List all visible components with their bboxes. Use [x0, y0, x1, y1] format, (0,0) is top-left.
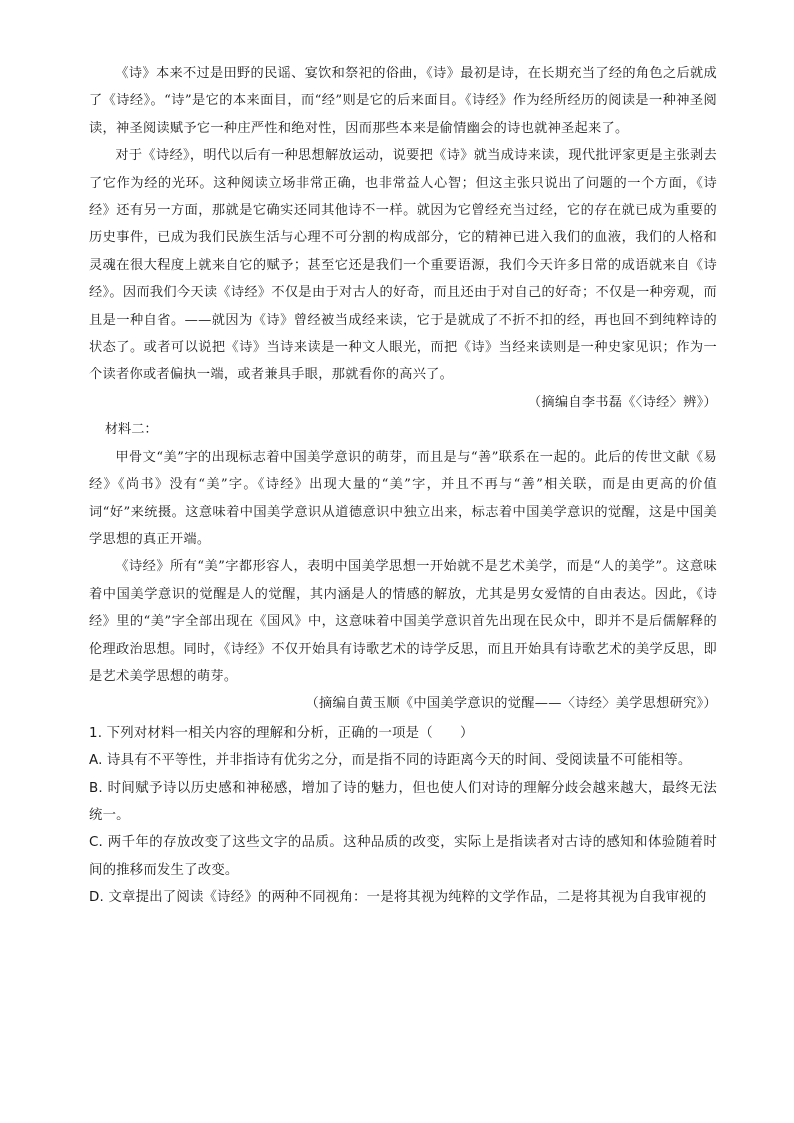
material2-paragraph-2: 《诗经》所有“美”字都形容人，表明中国美学思想一开始就不是艺术美学，而是“人的美学”。这意味着中国美学意识的觉醒是人的觉醒，其内涵是人的情感的解放，尤其是男女爱情的自由表达。因此，《诗经》里的“美”字全部出现在《国风》中，这意味着中国美学意识首先出现在民众中，即并不是后儒解释的伦理政治思想。同时，《诗经》不仅开始具有诗歌艺术的诗学反思，而且开始具有诗歌艺术的美学反思，即是艺术美学思想的萌芽。: [89, 559, 717, 684]
material2-source: （摘编自黄玉顺《中国美学意识的觉醒——〈诗经〉美学思想研究》）: [305, 696, 717, 712]
material1-paragraph-1: 《诗》本来不过是田野的民谣、宴饮和祭祀的俗曲，《诗》最初是诗，在长期充当了经的角色之后就成了《诗经》。“诗”是它的本来面目，而“经”则是它的后来面目。《诗经》作为经所经历的阅读是一种神圣阅读，神圣阅读赋予它一种庄严性和绝对性，因而那些本来是偷情幽会的诗也就神圣起来了。: [89, 66, 717, 136]
question-1: [89, 720, 717, 912]
option-a[interactable]: A. 诗具有不平等性，并非指诗有优劣之分，而是指不同的诗距离今天的时间、受阅读量不可能相等。: [89, 753, 692, 769]
option-b[interactable]: B. 时间赋予诗以历史感和神秘感，增加了诗的魅力，但也使人们对诗的理解分歧会越来越大，最终无法统一。: [89, 780, 717, 823]
material1-paragraph-2: 对于《诗经》，明代以后有一种思想解放运动，说要把《诗》就当成诗来读，现代批评家更是主张剥去了它作为经的光环。这种阅读立场非常正确，也非常益人心智；但这主张只说出了问题的一个方面，《诗经》还有另一方面，那就是它确实还同其他诗不一样。就因为它曾经充当过经，它的存在就已成为重要的历史事件，已成为我们民族生活与心理不可分割的构成部分，它的精神已进入我们的血液，我们的人格和灵魂在很大程度上就来自它的赋予；甚至它还是我们一个重要语源，我们今天许多日常的成语就来自《诗经》。因而我们今天读《诗经》不仅是由于对古人的好奇，而且还由于对自己的好奇；不仅是一种旁观，而且是一种自省。——就因为《诗》曾经被当成经来读，它于是就成了不折不扣的经，再也回不到纯粹诗的状态了。或者可以说把《诗》当诗来读是一种文人眼光，而把《诗》当经来读则是一种史家见识；作为一个读者你或者偏执一端，或者兼具手眼，那就看你的高兴了。: [89, 148, 717, 383]
option-d[interactable]: D. 文章提出了阅读《诗经》的两种不同视角：一是将其视为纯粹的文学作品，二是将其视为自我审视的: [89, 890, 707, 906]
document-page: [89, 60, 717, 912]
material2-paragraph-1: 甲骨文“美”字的出现标志着中国美学意识的萌芽，而且是与“善”联系在一起的。此后的传世文献《易经》《尚书》没有“美”字。《诗经》出现大量的“美”字，并且不再与“善”相关联，而是由更高的价值词“好”来统摄。这意味着中国美学意识从道德意识中独立出来，标志着中国美学意识的觉醒，这是中国美学思想的真正开端。: [89, 449, 717, 547]
question-stem: 1. 下列对材料一相关内容的理解和分析，正确的一项是（ ）: [89, 725, 474, 741]
option-c[interactable]: C. 两千年的存放改变了这些文字的品质。这种品质的改变，实际上是指读者对古诗的感知和体验随着时间的推移而发生了改变。: [89, 835, 717, 878]
material2-label: 材料二：: [104, 422, 158, 438]
material1-source: （摘编自李书磊《〈诗经〉辨》）: [527, 394, 717, 410]
